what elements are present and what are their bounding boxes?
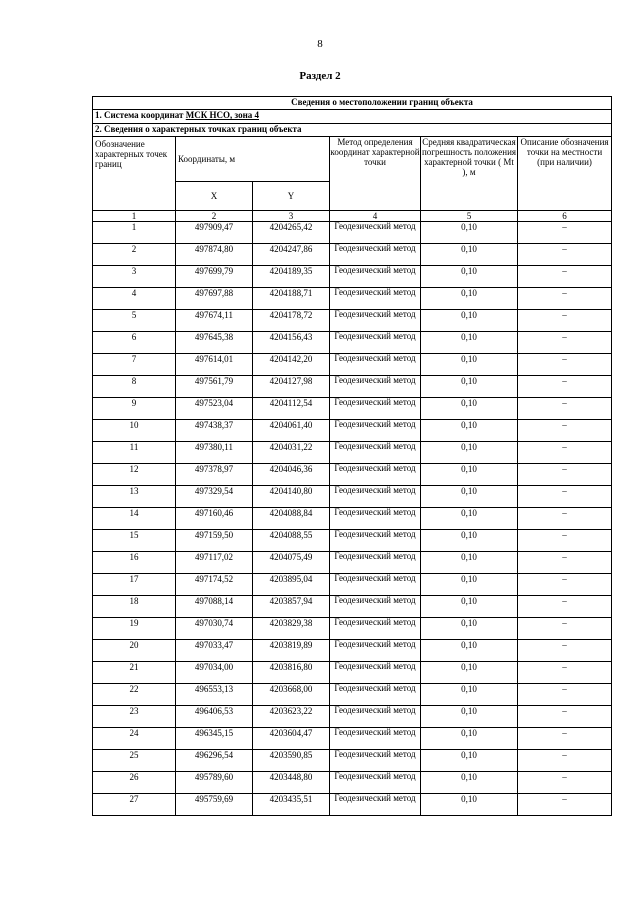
method-cell: Геодезический метод (330, 772, 421, 794)
header-designation: Обозначение характерных точек границ (93, 137, 176, 211)
y-coordinate-cell: 4204127,98 (253, 376, 330, 398)
accuracy-cell: 0,10 (421, 244, 518, 266)
description-cell: – (518, 662, 612, 684)
header-x: X (176, 182, 253, 211)
y-coordinate-cell: 4203623,22 (253, 706, 330, 728)
description-cell: – (518, 442, 612, 464)
method-cell: Геодезический метод (330, 354, 421, 376)
x-coordinate-cell: 497614,01 (176, 354, 253, 376)
y-coordinate-cell: 4204088,55 (253, 530, 330, 552)
accuracy-cell: 0,10 (421, 332, 518, 354)
table-row (93, 398, 612, 420)
x-coordinate-cell: 497697,88 (176, 288, 253, 310)
x-coordinate-cell: 497030,74 (176, 618, 253, 640)
point-number-cell: 27 (93, 794, 176, 816)
point-number-cell: 15 (93, 530, 176, 552)
point-number-cell: 23 (93, 706, 176, 728)
description-cell: – (518, 376, 612, 398)
method-cell: Геодезический метод (330, 288, 421, 310)
point-number-cell: 22 (93, 684, 176, 706)
y-coordinate-cell: 4204247,86 (253, 244, 330, 266)
accuracy-cell: 0,10 (421, 662, 518, 684)
accuracy-cell: 0,10 (421, 508, 518, 530)
column-number: 5 (421, 211, 518, 222)
y-coordinate-cell: 4203816,80 (253, 662, 330, 684)
x-coordinate-cell: 497159,50 (176, 530, 253, 552)
point-number-cell: 24 (93, 728, 176, 750)
method-cell: Геодезический метод (330, 728, 421, 750)
y-coordinate-cell: 4203668,00 (253, 684, 330, 706)
accuracy-cell: 0,10 (421, 552, 518, 574)
method-cell: Геодезический метод (330, 750, 421, 772)
header-description: Описание обозначения точки на местности (при наличии) (518, 137, 612, 211)
header-method: Метод определения координат характерной точки (330, 137, 421, 211)
table-row (93, 244, 612, 266)
description-cell: – (518, 750, 612, 772)
y-coordinate-cell: 4203829,38 (253, 618, 330, 640)
point-number-cell: 6 (93, 332, 176, 354)
table-row (93, 486, 612, 508)
x-coordinate-cell: 496345,15 (176, 728, 253, 750)
description-cell: – (518, 486, 612, 508)
x-coordinate-cell: 497088,14 (176, 596, 253, 618)
method-cell: Геодезический метод (330, 332, 421, 354)
column-number: 1 (93, 211, 176, 222)
point-number-cell: 5 (93, 310, 176, 332)
method-cell: Геодезический метод (330, 684, 421, 706)
table-row (93, 354, 612, 376)
x-coordinate-cell: 497523,04 (176, 398, 253, 420)
point-number-cell: 21 (93, 662, 176, 684)
x-coordinate-cell: 497909,47 (176, 222, 253, 244)
table-row (93, 750, 612, 772)
accuracy-cell: 0,10 (421, 222, 518, 244)
x-coordinate-cell: 497438,37 (176, 420, 253, 442)
page-number: 8 (317, 38, 323, 50)
column-number-row (93, 211, 612, 222)
method-cell: Геодезический метод (330, 662, 421, 684)
y-coordinate-cell: 4203604,47 (253, 728, 330, 750)
method-cell: Геодезический метод (330, 442, 421, 464)
y-coordinate-cell: 4204189,35 (253, 266, 330, 288)
method-cell: Геодезический метод (330, 574, 421, 596)
x-coordinate-cell: 497329,54 (176, 486, 253, 508)
table-row (93, 596, 612, 618)
table-row (93, 420, 612, 442)
y-coordinate-cell: 4203819,89 (253, 640, 330, 662)
description-cell: – (518, 706, 612, 728)
table-title: Сведения о местоположении границ объекта (93, 97, 612, 110)
method-cell: Геодезический метод (330, 420, 421, 442)
description-cell: – (518, 420, 612, 442)
accuracy-cell: 0,10 (421, 354, 518, 376)
table-row (93, 376, 612, 398)
description-cell: – (518, 530, 612, 552)
x-coordinate-cell: 497034,00 (176, 662, 253, 684)
x-coordinate-cell: 497380,11 (176, 442, 253, 464)
y-coordinate-cell: 4203435,51 (253, 794, 330, 816)
accuracy-cell: 0,10 (421, 574, 518, 596)
point-number-cell: 10 (93, 420, 176, 442)
method-cell: Геодезический метод (330, 310, 421, 332)
table-row (93, 574, 612, 596)
y-coordinate-cell: 4204075,49 (253, 552, 330, 574)
x-coordinate-cell: 497561,79 (176, 376, 253, 398)
y-coordinate-cell: 4204031,22 (253, 442, 330, 464)
x-coordinate-cell: 496406,53 (176, 706, 253, 728)
column-number: 2 (176, 211, 253, 222)
method-cell: Геодезический метод (330, 596, 421, 618)
x-coordinate-cell: 495789,60 (176, 772, 253, 794)
accuracy-cell: 0,10 (421, 288, 518, 310)
table-row (93, 684, 612, 706)
y-coordinate-cell: 4204188,71 (253, 288, 330, 310)
point-number-cell: 11 (93, 442, 176, 464)
header-y: Y (253, 182, 330, 211)
accuracy-cell: 0,10 (421, 618, 518, 640)
table-row (93, 552, 612, 574)
point-number-cell: 17 (93, 574, 176, 596)
description-cell: – (518, 508, 612, 530)
table-row (93, 266, 612, 288)
table-row (93, 618, 612, 640)
coordinate-system-row (93, 110, 612, 124)
point-number-cell: 26 (93, 772, 176, 794)
accuracy-cell: 0,10 (421, 442, 518, 464)
method-cell: Геодезический метод (330, 486, 421, 508)
y-coordinate-cell: 4203857,94 (253, 596, 330, 618)
x-coordinate-cell: 496296,54 (176, 750, 253, 772)
accuracy-cell: 0,10 (421, 728, 518, 750)
table-row (93, 442, 612, 464)
column-number: 4 (330, 211, 421, 222)
point-number-cell: 12 (93, 464, 176, 486)
description-cell: – (518, 464, 612, 486)
point-number-cell: 7 (93, 354, 176, 376)
accuracy-cell: 0,10 (421, 772, 518, 794)
point-number-cell: 8 (93, 376, 176, 398)
y-coordinate-cell: 4204112,54 (253, 398, 330, 420)
x-coordinate-cell: 497033,47 (176, 640, 253, 662)
table-row (93, 332, 612, 354)
method-cell: Геодезический метод (330, 794, 421, 816)
description-cell: – (518, 310, 612, 332)
method-cell: Геодезический метод (330, 376, 421, 398)
point-number-cell: 13 (93, 486, 176, 508)
point-number-cell: 1 (93, 222, 176, 244)
accuracy-cell: 0,10 (421, 640, 518, 662)
table-row (93, 310, 612, 332)
description-cell: – (518, 684, 612, 706)
x-coordinate-cell: 497160,46 (176, 508, 253, 530)
accuracy-cell: 0,10 (421, 794, 518, 816)
x-coordinate-cell: 497699,79 (176, 266, 253, 288)
y-coordinate-cell: 4204088,84 (253, 508, 330, 530)
point-number-cell: 16 (93, 552, 176, 574)
y-coordinate-cell: 4204156,43 (253, 332, 330, 354)
description-cell: – (518, 354, 612, 376)
accuracy-cell: 0,10 (421, 310, 518, 332)
y-coordinate-cell: 4203590,85 (253, 750, 330, 772)
table-row (93, 508, 612, 530)
accuracy-cell: 0,10 (421, 684, 518, 706)
description-cell: – (518, 398, 612, 420)
x-coordinate-cell: 497117,02 (176, 552, 253, 574)
point-number-cell: 3 (93, 266, 176, 288)
description-cell: – (518, 244, 612, 266)
method-cell: Геодезический метод (330, 530, 421, 552)
description-cell: – (518, 222, 612, 244)
column-number: 3 (253, 211, 330, 222)
description-cell: – (518, 332, 612, 354)
description-cell: – (518, 596, 612, 618)
table-row (93, 530, 612, 552)
header-accuracy: Средняя квадратическая погрешность положения характерной точки ( Mt ), м (421, 137, 518, 211)
accuracy-cell: 0,10 (421, 530, 518, 552)
x-coordinate-cell: 496553,13 (176, 684, 253, 706)
coordinate-system-value: МСК НСО, зона 4 (185, 110, 260, 120)
accuracy-cell: 0,10 (421, 486, 518, 508)
section-title: Раздел 2 (299, 70, 341, 82)
method-cell: Геодезический метод (330, 618, 421, 640)
x-coordinate-cell: 497174,52 (176, 574, 253, 596)
point-number-cell: 25 (93, 750, 176, 772)
table-row (93, 464, 612, 486)
table-row (93, 728, 612, 750)
y-coordinate-cell: 4204265,42 (253, 222, 330, 244)
method-cell: Геодезический метод (330, 222, 421, 244)
point-number-cell: 14 (93, 508, 176, 530)
y-coordinate-cell: 4204178,72 (253, 310, 330, 332)
method-cell: Геодезический метод (330, 398, 421, 420)
point-number-cell: 2 (93, 244, 176, 266)
column-number: 6 (518, 211, 612, 222)
method-cell: Геодезический метод (330, 640, 421, 662)
boundary-points-table (92, 96, 612, 816)
y-coordinate-cell: 4204061,40 (253, 420, 330, 442)
description-cell: – (518, 266, 612, 288)
y-coordinate-cell: 4203895,04 (253, 574, 330, 596)
table-row (93, 222, 612, 244)
table-row (93, 794, 612, 816)
coordinate-system-label: 1. Система координат (95, 110, 184, 120)
description-cell: – (518, 552, 612, 574)
y-coordinate-cell: 4204142,20 (253, 354, 330, 376)
description-cell: – (518, 618, 612, 640)
description-cell: – (518, 728, 612, 750)
method-cell: Геодезический метод (330, 552, 421, 574)
x-coordinate-cell: 497378,97 (176, 464, 253, 486)
y-coordinate-cell: 4204046,36 (253, 464, 330, 486)
header-coordinates: Координаты, м (176, 137, 330, 182)
accuracy-cell: 0,10 (421, 464, 518, 486)
x-coordinate-cell: 495759,69 (176, 794, 253, 816)
accuracy-cell: 0,10 (421, 398, 518, 420)
accuracy-cell: 0,10 (421, 266, 518, 288)
method-cell: Геодезический метод (330, 244, 421, 266)
description-cell: – (518, 640, 612, 662)
method-cell: Геодезический метод (330, 706, 421, 728)
accuracy-cell: 0,10 (421, 750, 518, 772)
method-cell: Геодезический метод (330, 508, 421, 530)
y-coordinate-cell: 4203448,80 (253, 772, 330, 794)
table-row (93, 772, 612, 794)
table-row (93, 706, 612, 728)
accuracy-cell: 0,10 (421, 376, 518, 398)
accuracy-cell: 0,10 (421, 706, 518, 728)
x-coordinate-cell: 497645,38 (176, 332, 253, 354)
y-coordinate-cell: 4204140,80 (253, 486, 330, 508)
point-number-cell: 19 (93, 618, 176, 640)
x-coordinate-cell: 497674,11 (176, 310, 253, 332)
table-row (93, 288, 612, 310)
accuracy-cell: 0,10 (421, 420, 518, 442)
accuracy-cell: 0,10 (421, 596, 518, 618)
table-row (93, 662, 612, 684)
x-coordinate-cell: 497874,80 (176, 244, 253, 266)
description-cell: – (518, 288, 612, 310)
point-number-cell: 18 (93, 596, 176, 618)
description-cell: – (518, 794, 612, 816)
point-number-cell: 4 (93, 288, 176, 310)
point-number-cell: 20 (93, 640, 176, 662)
description-cell: – (518, 574, 612, 596)
method-cell: Геодезический метод (330, 464, 421, 486)
points-section-title: 2. Сведения о характерных точках границ объекта (93, 124, 612, 137)
table-row (93, 640, 612, 662)
description-cell: – (518, 772, 612, 794)
point-number-cell: 9 (93, 398, 176, 420)
method-cell: Геодезический метод (330, 266, 421, 288)
